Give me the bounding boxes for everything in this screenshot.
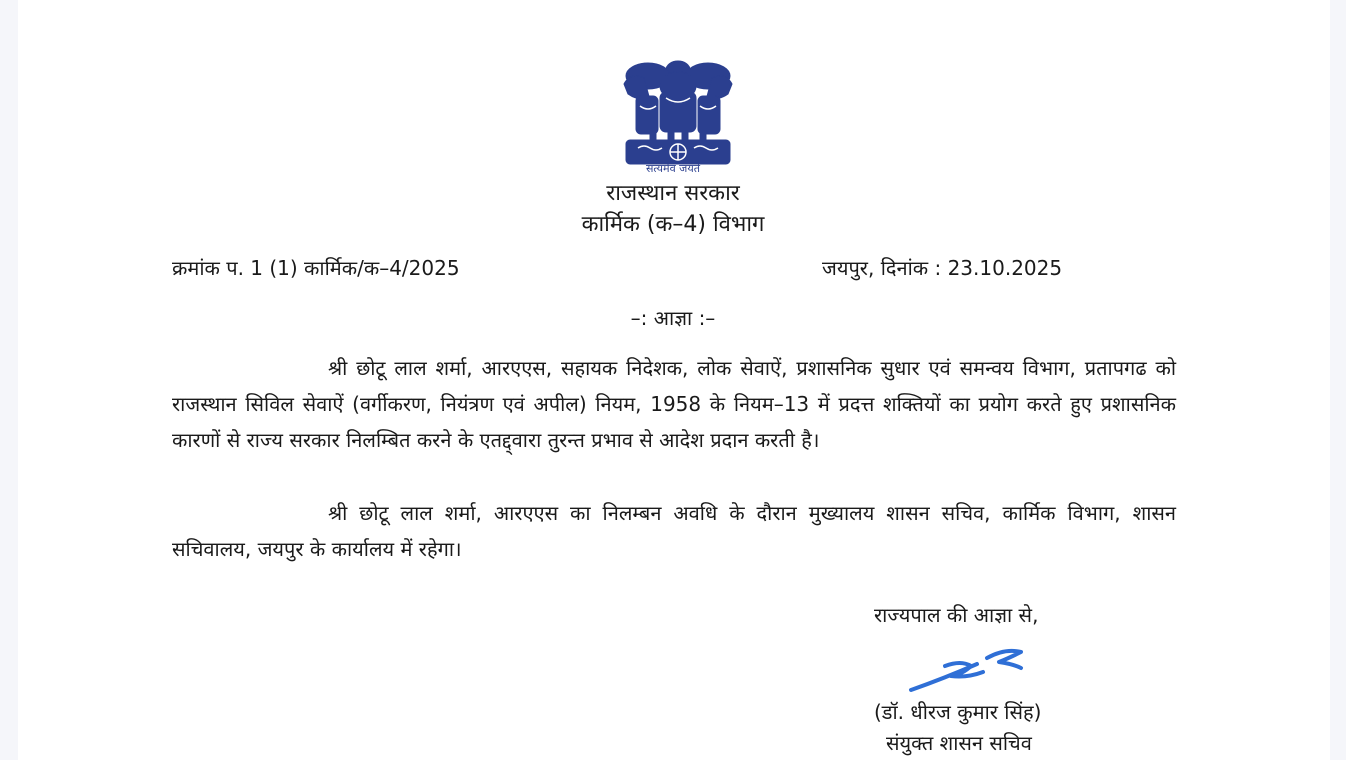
- closing-line: राज्यपाल की आज्ञा से,: [874, 603, 1039, 627]
- government-name: राजस्थान सरकार: [606, 181, 740, 206]
- order-heading: –: आज्ञा :–: [630, 306, 716, 330]
- order-paragraph-1: श्री छोटू लाल शर्मा, आरएएस, सहायक निदेशक, लोक सेवाऐं, प्रशासनिक सुधार एवं समन्वय विभाग, प्रतापगढ को राजस्थान सिविल सेवाऐं (वर्गीकरण, नियंत्रण एवं अपील) नियम, 1958 के नियम–13 में प्रदत्त शक्तियों का प्रयोग करते हुए प्रशासनिक कारणों से राज्य सरकार निलम्बित करने के एतद्द्वारा तुरन्त प्रभाव से आदेश प्रदान करती है।: [172, 356, 1176, 452]
- national-emblem-icon: [610, 56, 746, 178]
- left-page-edge: [0, 0, 18, 760]
- order-number: क्रमांक प. 1 (1) कार्मिक/क–4/2025: [172, 256, 460, 280]
- order-paragraph-2: श्री छोटू लाल शर्मा, आरएएस का निलम्बन अवधि के दौरान मुख्यालय शासन सचिव, कार्मिक विभाग, शासन सचिवालय, जयपुर के कार्यालय में रहेगा।: [172, 501, 1176, 561]
- department-name: कार्मिक (क–4) विभाग: [581, 212, 765, 237]
- cutoff-text-line: [172, 752, 832, 760]
- right-page-edge: [1330, 0, 1346, 760]
- order-place-date: जयपुर, दिनांक : 23.10.2025: [822, 256, 1063, 280]
- signature-icon: [905, 644, 1030, 694]
- signer-designation: संयुक्त शासन सचिव: [886, 731, 1032, 755]
- emblem-motto: सत्यमेव जयते: [645, 162, 700, 175]
- signer-name: (डॉ. धीरज कुमार सिंह): [874, 700, 1042, 724]
